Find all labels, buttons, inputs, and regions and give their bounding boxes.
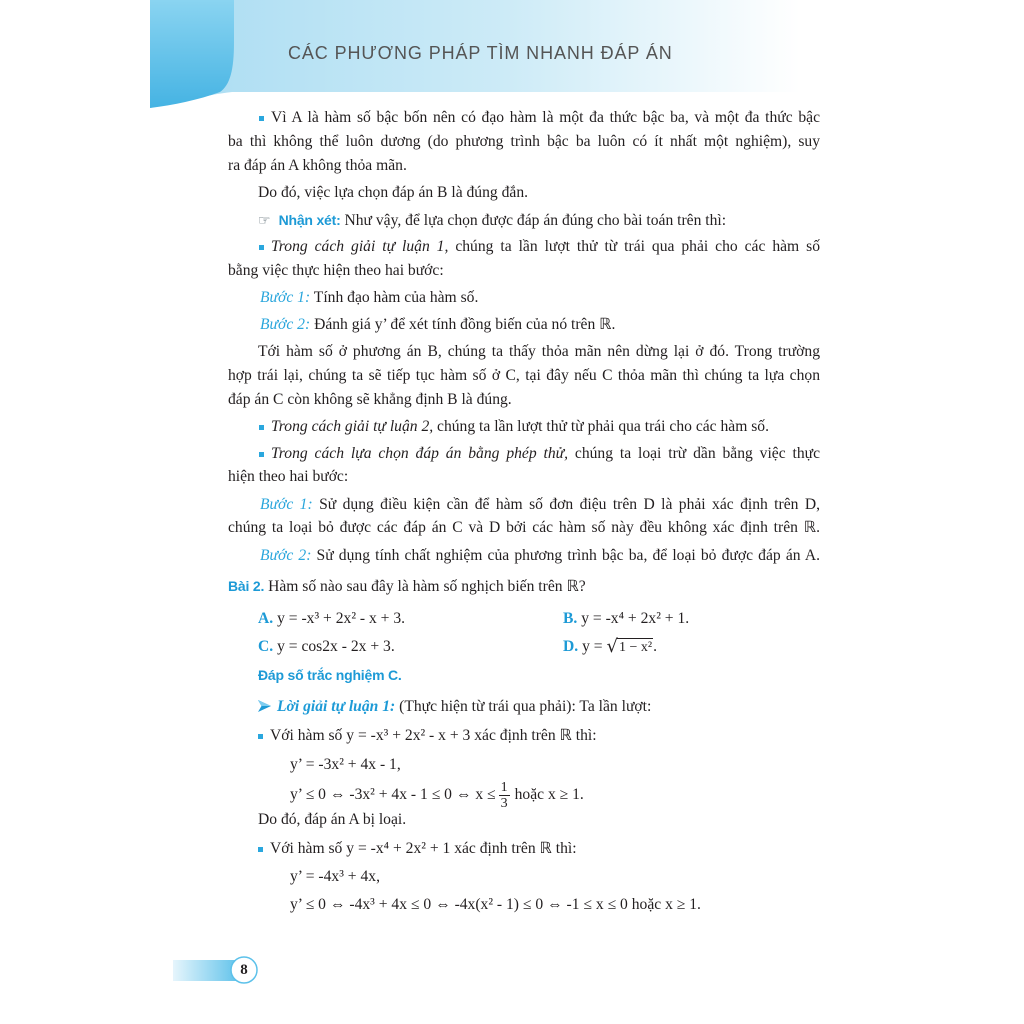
option-key: B.: [563, 610, 578, 627]
fraction-numerator: 1: [500, 780, 508, 795]
option-key: D.: [563, 638, 579, 655]
method-1-line-2: [228, 261, 444, 281]
explanation-text: hợp trái lại, chúng ta sẽ tiếp tục hàm số ở C, tại đây nếu C thỏa mãn thì chúng ta lựa chọn: [228, 367, 820, 384]
option-expr-suffix: .: [653, 638, 657, 655]
option-expr-prefix: y =: [582, 638, 603, 655]
answer-text: Đáp số trắc nghiệm C.: [258, 667, 402, 683]
method-3-step-1-line-2: [228, 518, 820, 538]
option-expr: y = cos2x - 2x + 3.: [277, 638, 395, 655]
analysis-line-2: [228, 132, 820, 152]
explanation-text: Tới hàm số ở phương án B, chúng ta thấy thỏa mãn nên dừng lại ở đó. Trong trường: [258, 343, 820, 360]
solution-label: Lời giải tự luận 1:: [277, 698, 396, 715]
method-2-name: Trong cách giải tự luận 2,: [271, 418, 434, 435]
case-1-conclusion: [258, 810, 406, 830]
exercise-question: [228, 576, 586, 597]
case-header-text: Với hàm số y = -x³ + 2x² - x + 3 xác định trên ℝ thì:: [270, 727, 597, 744]
case-2-derivative: [290, 867, 380, 887]
inequality-prefix: y’ ≤ 0 ⇔ -3x² + 4x - 1 ≤ 0 ⇔ x ≤: [290, 786, 496, 804]
method-1-step-1: [260, 288, 478, 308]
pointing-hand-icon: [258, 211, 271, 231]
conclusion-text: Do đó, việc lựa chọn đáp án B là đúng đắn.: [258, 184, 529, 201]
method-1-text: chúng ta lần lượt thử từ trái qua phải cho các hàm số: [455, 238, 820, 255]
solution-heading: [258, 697, 651, 717]
option-a: [258, 609, 405, 629]
square-bullet-icon: [259, 452, 264, 457]
option-d: [563, 637, 657, 658]
analysis-text: ra đáp án A không thỏa mãn.: [228, 157, 407, 174]
option-expr: y = -x⁴ + 2x² + 1.: [581, 610, 690, 627]
case-2-inequality: [290, 895, 701, 915]
step-label: Bước 2:: [260, 316, 311, 333]
fraction-denominator: 3: [500, 796, 508, 811]
method-3-line-1: [259, 444, 820, 464]
remark-label: Nhận xét:: [278, 212, 341, 228]
explanation-text: đáp án C còn không sẽ khẳng định B là đúng.: [228, 391, 512, 408]
case-1-header: [258, 726, 597, 746]
square-bullet-icon: [259, 116, 264, 121]
option-key: C.: [258, 638, 274, 655]
method-3-text: hiện theo hai bước:: [228, 468, 349, 485]
inequality-suffix: hoặc x ≥ 1.: [514, 786, 584, 804]
inequality-text: y’ ≤ 0 ⇔ -4x³ + 4x ≤ 0 ⇔ -4x(x² - 1) ≤ 0 ⇔ -1 ≤ x ≤ 0 hoặc x ≥ 1.: [290, 896, 701, 913]
step-text: Tính đạo hàm của hàm số.: [313, 289, 479, 306]
option-c: [258, 637, 395, 657]
method-2-text: chúng ta lần lượt thử từ phải qua trái cho các hàm số.: [437, 418, 770, 435]
method-3-step-1-line-1: [260, 495, 820, 515]
arrowhead-icon: [258, 700, 271, 712]
square-root-sign: √: [606, 636, 618, 657]
answer-line: [258, 665, 402, 686]
remark-line: [258, 210, 726, 231]
method-1-line-1: [259, 237, 820, 257]
case-1-derivative: [290, 755, 401, 775]
derivative-text: y’ = -4x³ + 4x,: [290, 868, 380, 885]
analysis-line-1: [259, 108, 820, 128]
step-text: chúng ta loại bỏ được các đáp án C và D bởi các hàm số này đều không xác định trên ℝ.: [228, 519, 820, 536]
method-1-explanation-1: [258, 342, 820, 362]
analysis-text: Vì A là hàm số bậc bốn nên có đạo hàm là một đa thức bậc ba, và một đa thức bậc: [271, 109, 820, 126]
method-1-name: Trong cách giải tự luận 1,: [271, 238, 449, 255]
question-text: Hàm số nào sau đây là hàm số nghịch biến trên ℝ?: [268, 578, 586, 595]
step-label: Bước 1:: [260, 496, 313, 513]
radicand: 1 − x²: [618, 640, 653, 655]
page-number: 8: [240, 962, 248, 978]
step-label: Bước 1:: [260, 289, 311, 306]
exercise-label: Bài 2.: [228, 578, 265, 594]
method-1-explanation-3: [228, 390, 512, 410]
method-3-line-2: [228, 467, 348, 487]
method-1-text: bằng việc thực hiện theo hai bước:: [228, 262, 444, 279]
step-text: Sử dụng tính chất nghiệm của phương trình bậc ba, để loại bỏ được đáp án A.: [316, 547, 820, 564]
case-header-text: Với hàm số y = -x⁴ + 2x² + 1 xác định trên ℝ thì:: [270, 840, 577, 857]
step-text: Sử dụng điều kiện cần để hàm số đơn điệu trên D là phải xác định trên D,: [319, 496, 820, 513]
case-conclusion-text: Do đó, đáp án A bị loại.: [258, 811, 407, 828]
method-1-explanation-2: [228, 366, 820, 386]
solution-intro: (Thực hiện từ trái qua phải): Ta lần lượt:: [399, 698, 652, 715]
analysis-line-3: [228, 156, 407, 176]
option-expr: y = -x³ + 2x² - x + 3.: [277, 610, 406, 627]
step-text: Đánh giá y’ để xét tính đồng biến của nó trên ℝ.: [314, 316, 616, 333]
option-b: [563, 609, 689, 629]
square-bullet-icon: [259, 245, 264, 250]
square-bullet-icon: [259, 425, 264, 430]
method-3-text: chúng ta loại trừ dần bằng việc thực: [574, 445, 820, 462]
option-key: A.: [258, 610, 274, 627]
fraction: [499, 780, 510, 811]
page-title: CÁC PHƯƠNG PHÁP TÌM NHANH ĐÁP ÁN: [288, 43, 673, 63]
square-bullet-icon: [258, 847, 263, 852]
analysis-text: ba thì không thể luôn dương (do phương trình bậc ba luôn có ít nhất một nghiệm), suy: [228, 133, 820, 150]
step-label: Bước 2:: [260, 547, 312, 564]
remark-intro: Như vậy, để lựa chọn được đáp án đúng cho bài toán trên thì:: [344, 212, 727, 229]
analysis-conclusion: [258, 183, 528, 203]
derivative-text: y’ = -3x² + 4x - 1,: [290, 756, 401, 773]
method-2-line: [259, 417, 769, 437]
square-bullet-icon: [258, 734, 263, 739]
method-3-name: Trong cách lựa chọn đáp án bằng phép thử,: [271, 445, 569, 462]
method-3-step-2-line-1: [260, 546, 820, 566]
case-2-header: [258, 839, 577, 859]
method-1-step-2: [260, 315, 615, 335]
case-1-inequality: [290, 780, 584, 811]
